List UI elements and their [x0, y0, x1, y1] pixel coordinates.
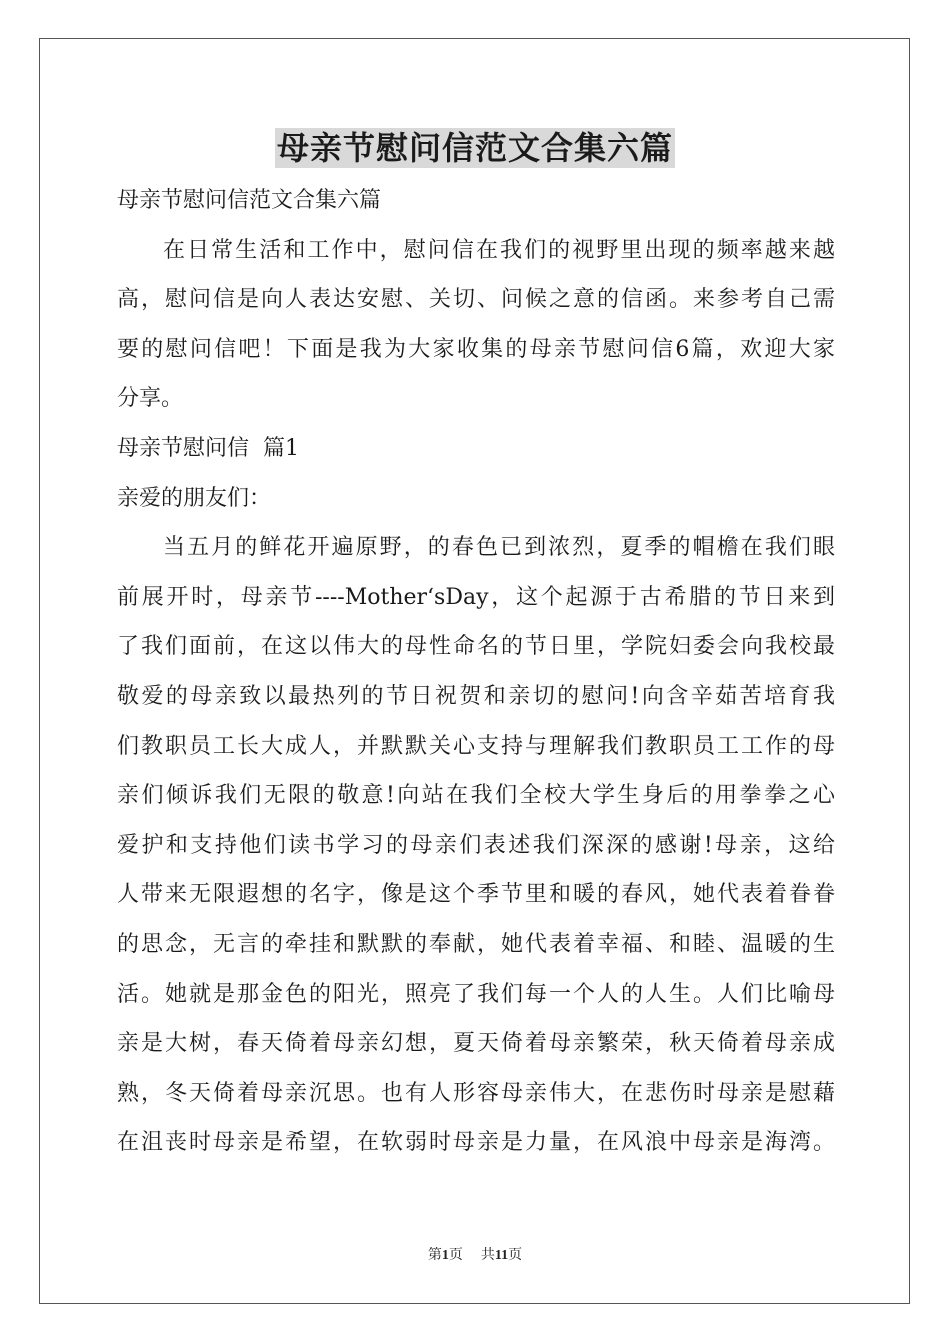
- section-heading: 母亲节慰问信 篇1: [117, 435, 299, 461]
- paragraph-line: 分享。: [117, 386, 184, 412]
- title-container: [0, 128, 950, 168]
- paragraph-line: 活。她就是那金色的阳光，照亮了我们每一个人的人生。人们比喻母: [117, 981, 835, 1007]
- paragraph-line: 的思念，无言的牵挂和默默的奉献，她代表着幸福、和睦、温暖的生: [117, 931, 835, 957]
- paragraph-line: 敬爱的母亲致以最热列的节日祝贺和亲切的慰问!向含辛茹苦培育我: [117, 683, 835, 709]
- paragraph-line: 爱护和支持他们读书学习的母亲们表述我们深深的感谢!母亲，这给: [117, 832, 835, 858]
- paragraph-line: 高，慰问信是向人表达安慰、关切、问候之意的信函。来参考自己需: [117, 287, 835, 313]
- paragraph-line: 人带来无限遐想的名字，像是这个季节里和暖的春风，她代表着眷眷: [117, 882, 835, 908]
- paragraph-line: 们教职员工长大成人，并默默关心支持与理解我们教职员工工作的母: [117, 733, 835, 759]
- page-total: 11: [494, 1248, 509, 1263]
- document-title: 母亲节慰问信范文合集六篇: [276, 129, 673, 167]
- page-number-prefix: 第: [427, 1248, 442, 1263]
- paragraph-line: 在日常生活和工作中，慰问信在我们的视野里出现的频率越来越: [163, 237, 835, 263]
- page-number-suffix: 页: [448, 1248, 463, 1263]
- page-footer: [0, 1246, 950, 1266]
- page-total-suffix: 页: [508, 1248, 523, 1263]
- paragraph-line: 亲是大树，春天倚着母亲幻想，夏天倚着母亲繁荣，秋天倚着母亲成: [117, 1031, 835, 1057]
- page-total-prefix: 共: [480, 1248, 495, 1263]
- paragraph-line: 在沮丧时母亲是希望，在软弱时母亲是力量，在风浪中母亲是海湾。: [117, 1130, 835, 1156]
- subtitle-line: 母亲节慰问信范文合集六篇: [117, 188, 382, 213]
- salutation-line: 亲爱的朋友们：: [117, 485, 272, 511]
- paragraph-line: 了我们面前，在这以伟大的母性命名的节日里，学院妇委会向我校最: [117, 634, 835, 660]
- paragraph-line: 亲们倾诉我们无限的敬意!向站在我们全校大学生身后的用拳拳之心: [117, 783, 835, 809]
- paragraph-line: 前展开时，母亲节----Mother‘sDay，这个起源于古希腊的节日来到: [117, 584, 835, 610]
- paragraph-line: 当五月的鲜花开遍原野，的春色已到浓烈，夏季的帽檐在我们眼: [163, 535, 835, 561]
- page-number-current: 1: [441, 1248, 449, 1263]
- paragraph-line: 熟，冬天倚着母亲沉思。也有人形容母亲伟大，在悲伤时母亲是慰藉: [117, 1080, 835, 1106]
- paragraph-line: 要的慰问信吧！下面是我为大家收集的母亲节慰问信6篇，欢迎大家: [117, 336, 835, 362]
- document-body: [117, 176, 835, 1168]
